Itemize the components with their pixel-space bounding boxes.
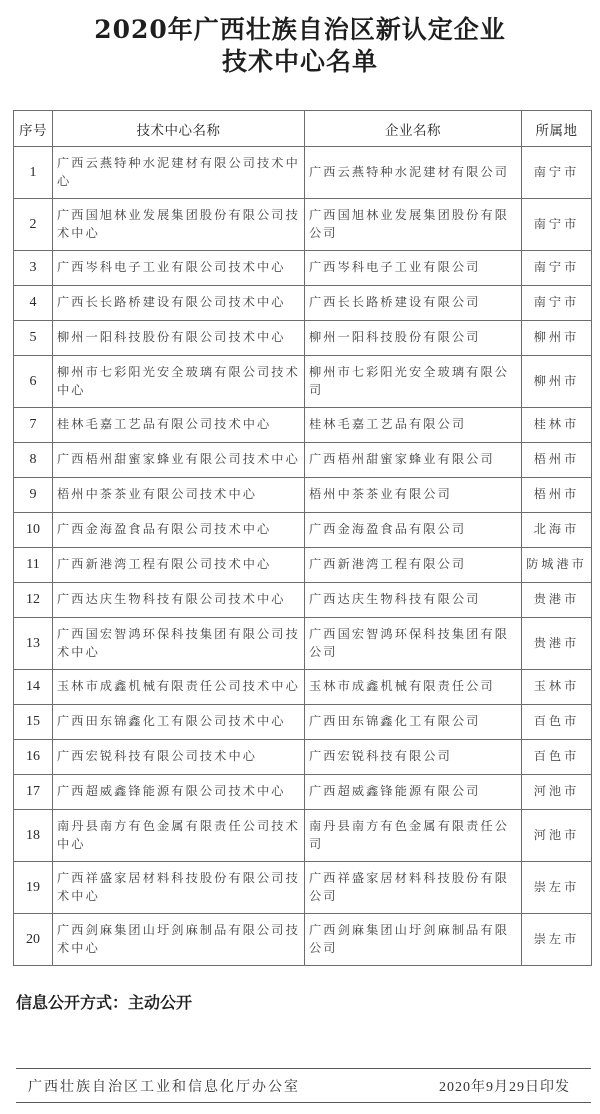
row-company-name: 广西云燕特种水泥建材有限公司 xyxy=(305,147,522,199)
row-index: 5 xyxy=(14,321,53,356)
row-location: 南宁市 xyxy=(522,286,592,321)
row-index: 20 xyxy=(14,914,53,966)
table-row xyxy=(14,583,592,618)
row-company-name: 南丹县南方有色金属有限责任公司 xyxy=(305,810,522,862)
table-row xyxy=(14,775,592,810)
header-company-name: 企业名称 xyxy=(305,111,522,147)
row-index: 13 xyxy=(14,618,53,670)
disclosure-method: 信息公开方式：主动公开 xyxy=(16,993,193,1012)
row-center-name: 玉林市成鑫机械有限责任公司技术中心 xyxy=(53,670,305,705)
row-location: 百色市 xyxy=(522,705,592,740)
row-company-name: 广西国旭林业发展集团股份有限公司 xyxy=(305,199,522,251)
row-company-name: 广西长长路桥建设有限公司 xyxy=(305,286,522,321)
header-location: 所属地 xyxy=(522,111,592,147)
row-location: 河池市 xyxy=(522,810,592,862)
row-center-name: 柳州市七彩阳光安全玻璃有限公司技术中心 xyxy=(53,356,305,408)
row-location: 柳州市 xyxy=(522,321,592,356)
row-company-name: 桂林毛嘉工艺品有限公司 xyxy=(305,408,522,443)
table-row xyxy=(14,286,592,321)
footer-top-rule xyxy=(16,1068,591,1069)
document-title-line1: 2020年广西壮族自治区新认定企业 xyxy=(94,15,506,44)
row-center-name: 广西梧州甜蜜家蜂业有限公司技术中心 xyxy=(53,443,305,478)
row-center-name: 广西宏锐科技有限公司技术中心 xyxy=(53,740,305,775)
header-center-name: 技术中心名称 xyxy=(53,111,305,147)
table-row xyxy=(14,548,592,583)
row-center-name: 广西祥盛家居材料科技股份有限公司技术中心 xyxy=(53,862,305,914)
row-company-name: 柳州一阳科技股份有限公司 xyxy=(305,321,522,356)
row-index: 6 xyxy=(14,356,53,408)
table-row xyxy=(14,199,592,251)
row-center-name: 广西国旭林业发展集团股份有限公司技术中心 xyxy=(53,199,305,251)
row-index: 9 xyxy=(14,478,53,513)
table-row xyxy=(14,740,592,775)
row-company-name: 广西梧州甜蜜家蜂业有限公司 xyxy=(305,443,522,478)
row-location: 北海市 xyxy=(522,513,592,548)
row-company-name: 广西剑麻集团山圩剑麻制品有限公司 xyxy=(305,914,522,966)
row-company-name: 广西国宏智鸿环保科技集团有限公司 xyxy=(305,618,522,670)
table-row xyxy=(14,478,592,513)
table-row xyxy=(14,408,592,443)
row-index: 2 xyxy=(14,199,53,251)
row-index: 4 xyxy=(14,286,53,321)
table-row xyxy=(14,670,592,705)
footer-bottom-rule xyxy=(16,1102,591,1103)
row-location: 崇左市 xyxy=(522,862,592,914)
row-company-name: 广西达庆生物科技有限公司 xyxy=(305,583,522,618)
row-location: 河池市 xyxy=(522,775,592,810)
row-location: 桂林市 xyxy=(522,408,592,443)
document-title-line2: 技术中心名单 xyxy=(221,47,378,76)
footer-date: 2020年9月29日印发 xyxy=(439,1080,570,1095)
row-location: 玉林市 xyxy=(522,670,592,705)
row-location: 梧州市 xyxy=(522,443,592,478)
row-company-name: 广西金海盈食品有限公司 xyxy=(305,513,522,548)
row-center-name: 广西超威鑫锋能源有限公司技术中心 xyxy=(53,775,305,810)
row-index: 3 xyxy=(14,251,53,286)
row-company-name: 广西新港湾工程有限公司 xyxy=(305,548,522,583)
row-center-name: 南丹县南方有色金属有限责任公司技术中心 xyxy=(53,810,305,862)
row-index: 15 xyxy=(14,705,53,740)
row-index: 11 xyxy=(14,548,53,583)
row-index: 19 xyxy=(14,862,53,914)
row-index: 8 xyxy=(14,443,53,478)
table-row xyxy=(14,356,592,408)
row-index: 7 xyxy=(14,408,53,443)
row-index: 10 xyxy=(14,513,53,548)
footer-issuer: 广西壮族自治区工业和信息化厅办公室 xyxy=(28,1079,300,1095)
row-center-name: 桂林毛嘉工艺品有限公司技术中心 xyxy=(53,408,305,443)
row-center-name: 广西田东锦鑫化工有限公司技术中心 xyxy=(53,705,305,740)
row-index: 14 xyxy=(14,670,53,705)
table-row xyxy=(14,862,592,914)
tech-center-table xyxy=(13,110,592,966)
row-company-name: 广西祥盛家居材料科技股份有限公司 xyxy=(305,862,522,914)
row-location: 崇左市 xyxy=(522,914,592,966)
table-row xyxy=(14,914,592,966)
row-location: 南宁市 xyxy=(522,251,592,286)
table-row xyxy=(14,147,592,199)
row-center-name: 广西岑科电子工业有限公司技术中心 xyxy=(53,251,305,286)
row-center-name: 广西云燕特种水泥建材有限公司技术中心 xyxy=(53,147,305,199)
row-location: 南宁市 xyxy=(522,147,592,199)
table-row xyxy=(14,705,592,740)
row-location: 贵港市 xyxy=(522,618,592,670)
row-company-name: 广西宏锐科技有限公司 xyxy=(305,740,522,775)
table-row xyxy=(14,618,592,670)
row-center-name: 柳州一阳科技股份有限公司技术中心 xyxy=(53,321,305,356)
row-location: 防城港市 xyxy=(522,548,592,583)
row-center-name: 广西长长路桥建设有限公司技术中心 xyxy=(53,286,305,321)
row-center-name: 梧州中茶茶业有限公司技术中心 xyxy=(53,478,305,513)
row-company-name: 广西岑科电子工业有限公司 xyxy=(305,251,522,286)
table-body xyxy=(14,147,592,966)
header-index: 序号 xyxy=(14,111,53,147)
row-location: 柳州市 xyxy=(522,356,592,408)
table-row xyxy=(14,251,592,286)
row-center-name: 广西国宏智鸿环保科技集团有限公司技术中心 xyxy=(53,618,305,670)
row-index: 16 xyxy=(14,740,53,775)
row-center-name: 广西新港湾工程有限公司技术中心 xyxy=(53,548,305,583)
row-location: 南宁市 xyxy=(522,199,592,251)
row-location: 贵港市 xyxy=(522,583,592,618)
table-header-row xyxy=(14,111,592,147)
row-company-name: 玉林市成鑫机械有限责任公司 xyxy=(305,670,522,705)
row-company-name: 柳州市七彩阳光安全玻璃有限公司 xyxy=(305,356,522,408)
row-company-name: 广西田东锦鑫化工有限公司 xyxy=(305,705,522,740)
row-location: 梧州市 xyxy=(522,478,592,513)
row-center-name: 广西金海盈食品有限公司技术中心 xyxy=(53,513,305,548)
row-index: 1 xyxy=(14,147,53,199)
row-center-name: 广西达庆生物科技有限公司技术中心 xyxy=(53,583,305,618)
row-index: 18 xyxy=(14,810,53,862)
table-row xyxy=(14,513,592,548)
table-row xyxy=(14,321,592,356)
row-index: 17 xyxy=(14,775,53,810)
table-row xyxy=(14,443,592,478)
row-company-name: 梧州中茶茶业有限公司 xyxy=(305,478,522,513)
row-center-name: 广西剑麻集团山圩剑麻制品有限公司技术中心 xyxy=(53,914,305,966)
table-row xyxy=(14,810,592,862)
row-index: 12 xyxy=(14,583,53,618)
row-company-name: 广西超威鑫锋能源有限公司 xyxy=(305,775,522,810)
row-location: 百色市 xyxy=(522,740,592,775)
